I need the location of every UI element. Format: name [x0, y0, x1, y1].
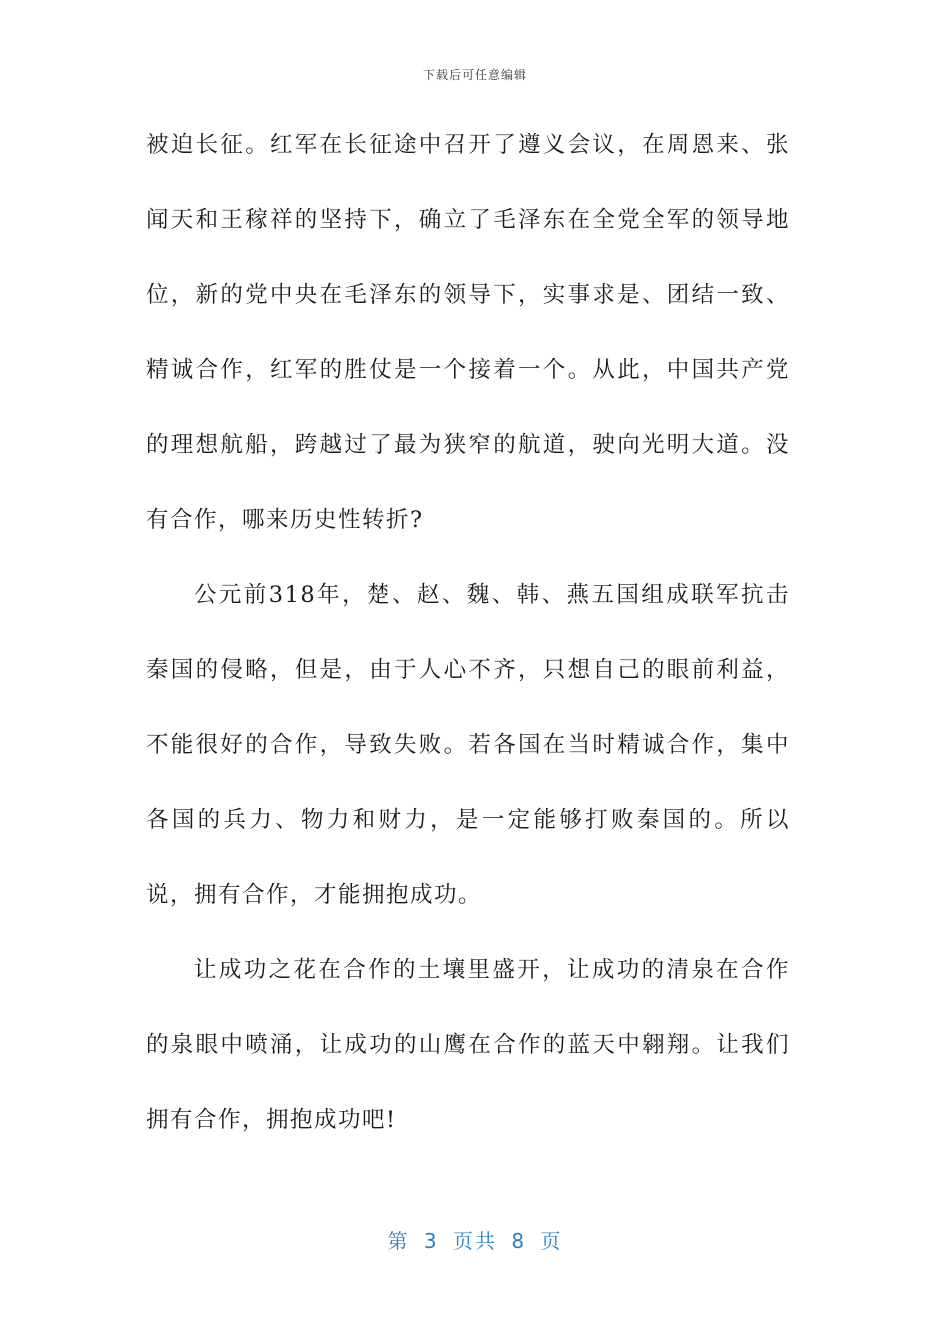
footer-total-pages: 8 — [511, 1229, 527, 1253]
document-body — [146, 108, 790, 1158]
page-header-note: 下载后可任意编辑 — [422, 68, 527, 82]
paragraph-1: 被迫长征。红军在长征途中召开了遵义会议，在周恩来、张闻天和王稼祥的坚持下，确立了毛泽东在全党全军的领导地位，新的党中央在毛泽东的领导下，实事求是、团结一致、精诚合作，红军的胜仗是一个接着一个。从此，中国共产党的理想航船，跨越过了最为狭窄的航道，驶向光明大道。没有合作，哪来历史性转折? — [146, 132, 790, 533]
page-number-footer — [0, 1225, 950, 1254]
paragraph-3: 让成功之花在合作的土壤里盛开，让成功的清泉在合作的泉眼中喷涌，让成功的山鹰在合作的蓝天中翱翔。让我们拥有合作，拥抱成功吧! — [146, 957, 790, 1133]
footer-prefix: 第 — [387, 1229, 410, 1253]
footer-suffix: 页 — [540, 1229, 563, 1253]
paragraph-2: 公元前318年，楚、赵、魏、韩、燕五国组成联军抗击秦国的侵略，但是，由于人心不齐，只想自己的眼前利益，不能很好的合作，导致失败。若各国在当时精诚合作，集中各国的兵力、物力和财力，是一定能够打败秦国的。所以说，拥有合作，才能拥抱成功。 — [146, 582, 790, 908]
footer-current-page: 3 — [423, 1229, 439, 1253]
footer-middle: 页共 — [453, 1229, 497, 1253]
